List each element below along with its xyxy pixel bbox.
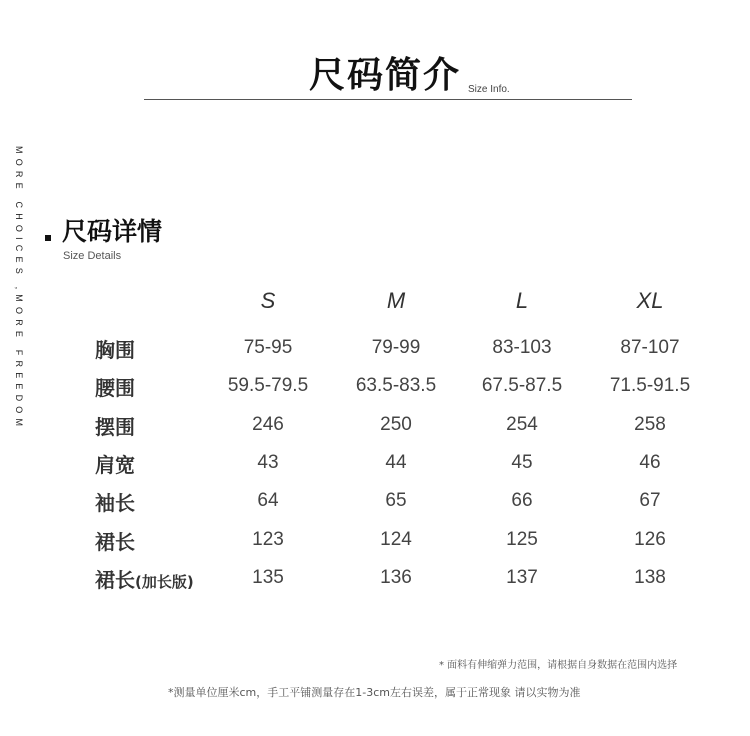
row-label-sleeve: 袖长 [95, 491, 135, 515]
table-cell: 66 [511, 490, 533, 511]
table-cell: 87-107 [620, 337, 680, 358]
section-title: 尺码详情 [62, 217, 163, 246]
size-header-xl: XL [636, 288, 664, 313]
size-header-s: S [260, 288, 276, 313]
measurement-note: *测量单位厘米cm，手工平铺测量存在1-3cm左右误差，属于正常现象 请以实物为准 [168, 686, 581, 699]
table-cell: 125 [506, 529, 538, 550]
table-cell: 45 [511, 452, 533, 473]
table-cell: 63.5-83.5 [355, 375, 437, 396]
table-cell: 67 [639, 490, 661, 511]
row-label-shoulder: 肩宽 [95, 453, 135, 477]
table-cell: 71.5-91.5 [609, 375, 691, 396]
table-cell: 79-99 [371, 337, 421, 358]
table-cell: 137 [506, 567, 538, 588]
table-cell: 65 [385, 490, 407, 511]
section-bullet-icon [45, 235, 51, 241]
row-label-skirt-length-long: 裙长(加长版) [95, 568, 194, 592]
table-cell: 67.5-87.5 [481, 375, 563, 396]
page-title: 尺码简介 [309, 55, 462, 96]
table-cell: 126 [634, 529, 666, 550]
row-label-skirt-length: 裙长 [95, 530, 135, 554]
table-cell: 136 [380, 567, 412, 588]
table-cell: 250 [380, 414, 412, 435]
page-header [0, 0, 750, 110]
table-cell: 64 [257, 490, 279, 511]
elastic-note: * 面料有伸缩弹力范围，请根据自身数据在范围内选择 [439, 660, 678, 671]
table-cell: 246 [252, 414, 284, 435]
title-divider [144, 99, 632, 100]
table-cell: 258 [634, 414, 666, 435]
table-cell: 124 [380, 529, 412, 550]
table-cell: 135 [252, 567, 284, 588]
size-header-m: M [386, 288, 406, 313]
table-cell: 59.5-79.5 [227, 375, 309, 396]
table-cell: 44 [385, 452, 407, 473]
size-header-l: L [515, 288, 529, 313]
table-cell: 83-103 [492, 337, 552, 358]
page-subtitle: Size Info. [468, 84, 510, 95]
side-slogan: MORE CHOICES ,MORE FREEDOM [14, 146, 24, 432]
section-subtitle: Size Details [63, 250, 122, 262]
table-cell: 43 [257, 452, 279, 473]
table-cell: 46 [639, 452, 661, 473]
table-cell: 138 [634, 567, 666, 588]
row-label-waist: 腰围 [95, 376, 135, 400]
table-cell: 123 [252, 529, 284, 550]
row-label-chest: 胸围 [95, 338, 135, 362]
row-label-hem: 摆围 [95, 415, 135, 439]
table-cell: 75-95 [243, 337, 293, 358]
table-cell: 254 [506, 414, 538, 435]
